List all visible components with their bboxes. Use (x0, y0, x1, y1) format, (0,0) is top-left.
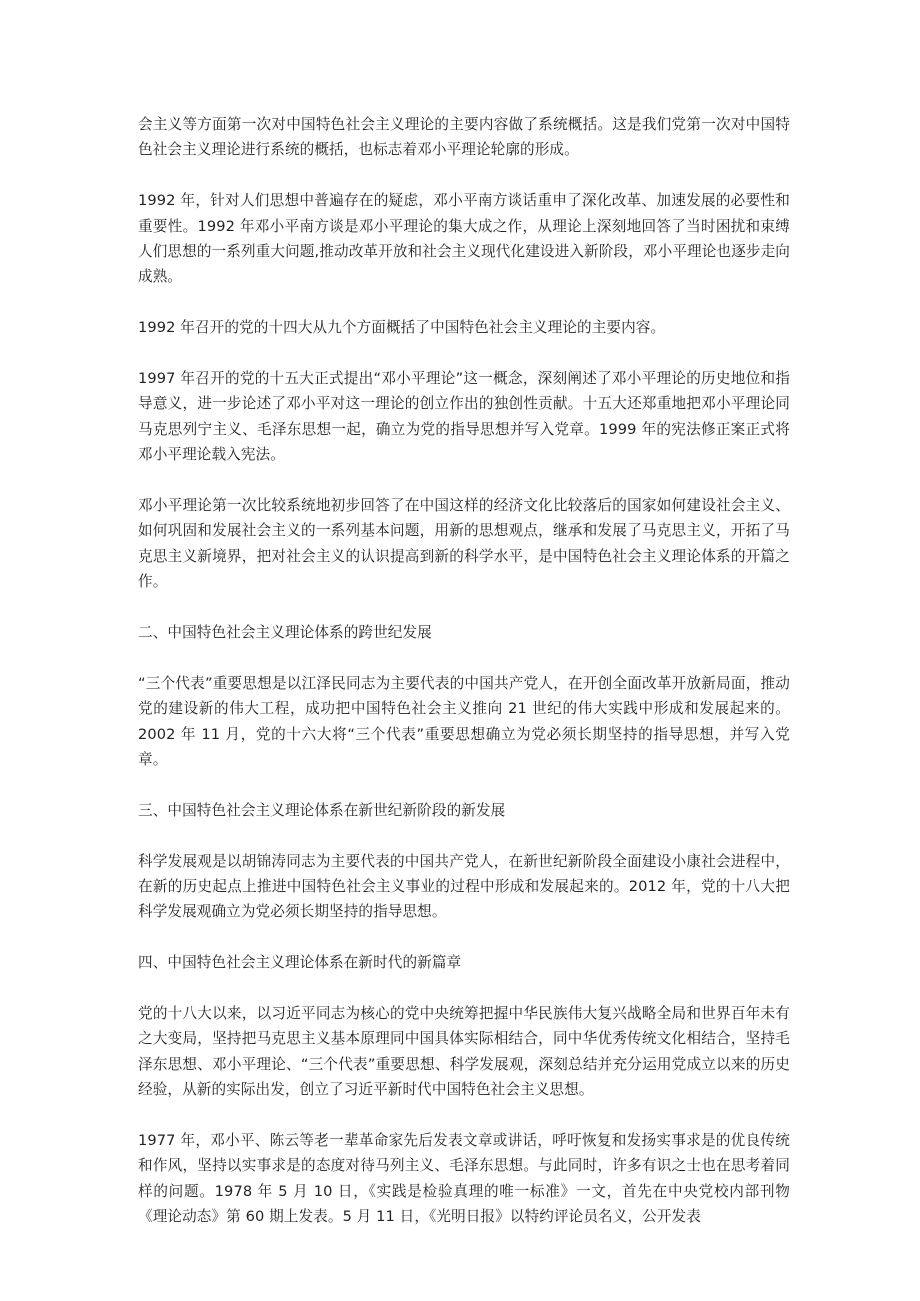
paragraph-15th-congress: 1997 年召开的党的十五大正式提出“邓小平理论”这一概念，深刻阐述了邓小平理论的历史地位和指导意义，进一步论述了邓小平对这一理论的创立作出的独创性贡献。十五大还郑重地把邓小平理论同马克思列宁主义、毛泽东思想一起，确立为党的指导思想并写入党章。1999 年的宪法修正案正式将邓小平理论载入宪法。 (138, 370, 790, 464)
paragraph-three-represents: “三个代表”重要思想是以江泽民同志为主要代表的中国共产党人，在开创全面改革开放新局面，推动党的建设新的伟大工程，成功把中国特色社会主义推向 21 世纪的伟大实践中形成和发展起来的。2002 年 11 月，党的十六大将“三个代表”重要思想确立为党必须长期坚持的指导思想，并写入党章。 (138, 674, 790, 769)
paragraph-1992-southern-talks: 1992 年，针对人们思想中普遍存在的疑虑，邓小平南方谈话重申了深化改革、加速发展的必要性和重要性。1992 年邓小平南方谈是邓小平理论的集大成之作，从理论上深刻地回答了当时困扰和束缚人们思想的一系列重大问题,推动改革开放和社会主义现代化建设进入新阶段，邓小平理论也逐步走向成熟。 (138, 192, 790, 286)
paragraph-14th-congress: 1992 年召开的党的十四大从九个方面概括了中国特色社会主义理论的主要内容。 (138, 319, 666, 337)
paragraph-theory-summary: 会主义等方面第一次对中国特色社会主义理论的主要内容做了系统概括。这是我们党第一次对中国特色社会主义理论进行系统的概括，也标志着邓小平理论轮廓的形成。 (138, 116, 790, 159)
section-heading-2: 二、中国特色社会主义理论体系的跨世纪发展 (138, 624, 432, 642)
paragraph-1977-truth-debate: 1977 年，邓小平、陈云等老一辈革命家先后发表文章或讲话，呼吁恢复和发扬实事求是的优良传统和作风，坚持以实事求是的态度对待马列主义、毛泽东思想。与此同时，许多有识之士也在思考着同样的问题。1978 年 5 月 10 日，《实践是检验真理的唯一标准》一文，首先在中央党校内部刊物《理论动态》第 60 期上发表。5 月 11 日，《光明日报》以特约评论员名义，公开发表 (138, 1132, 790, 1226)
paragraph-deng-theory-significance: 邓小平理论第一次比较系统地初步回答了在中国这样的经济文化比较落后的国家如何建设社会主义、如何巩固和发展社会主义的一系列基本问题，用新的思想观点，继承和发展了马克思主义，开拓了马克思主义新境界，把对社会主义的认识提高到新的科学水平，是中国特色社会主义理论体系的开篇之作。 (138, 497, 790, 591)
section-heading-3: 三、中国特色社会主义理论体系在新世纪新阶段的新发展 (138, 801, 506, 819)
paragraph-scientific-outlook: 科学发展观是以胡锦涛同志为主要代表的中国共产党人，在新世纪新阶段全面建设小康社会进程中，在新的历史起点上推进中国特色社会主义事业的过程中形成和发展起来的。2012 年，党的十八大把科学发展观确立为党必须长期坚持的指导思想。 (138, 852, 790, 921)
document-page (138, 112, 790, 1255)
section-heading-4: 四、中国特色社会主义理论体系在新时代的新篇章 (138, 954, 462, 972)
paragraph-new-era-thought: 党的十八大以来，以习近平同志为核心的党中央统筹把握中华民族伟大复兴战略全局和世界百年未有之大变局，坚持把马克思主义基本原理同中国具体实际相结合，同中华优秀传统文化相结合，坚持毛泽东思想、邓小平理论、“三个代表”重要思想、科学发展观，深刻总结并充分运用党成立以来的历史经验，从新的实际出发，创立了习近平新时代中国特色社会主义思想。 (138, 1005, 790, 1099)
